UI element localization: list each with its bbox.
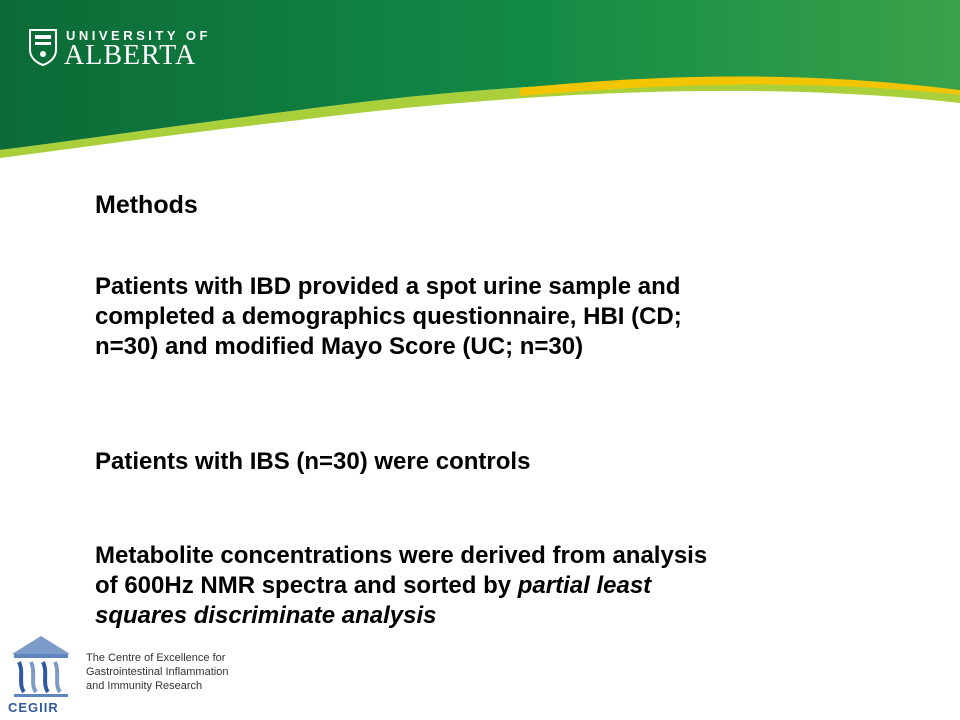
paragraph-italic-text: partial least (517, 572, 652, 599)
paragraph-text: of 600Hz NMR spectra and sorted by (95, 572, 518, 599)
centre-name-line: The Centre of Excellence for (86, 652, 226, 664)
paragraph-metabolite (95, 541, 707, 631)
paragraph-ibd (95, 272, 682, 362)
cegiir-acronym: CEGIIR (8, 700, 59, 715)
paragraph-line: Patients with IBS (n=30) were controls (95, 448, 531, 475)
university-crest-icon (28, 28, 58, 66)
slide-heading: Methods (95, 191, 198, 219)
university-small-label: UNIVERSITY OF (66, 28, 211, 43)
header-banner (0, 0, 960, 170)
cegiir-logo-icon (6, 632, 76, 702)
centre-name-line: and Immunity Research (86, 680, 203, 692)
paragraph-line (95, 571, 707, 601)
paragraph-ibs (95, 447, 530, 477)
centre-name-line: Gastrointestinal Inflammation (86, 666, 229, 678)
paragraph-line: Patients with IBD provided a spot urine sample and (95, 273, 681, 300)
paragraph-line: squares discriminate analysis (95, 602, 437, 629)
university-name: ALBERTA (64, 40, 197, 71)
paragraph-line: n=30) and modified Mayo Score (UC; n=30) (95, 333, 584, 360)
paragraph-line: Metabolite concentrations were derived from analysis (95, 542, 708, 569)
paragraph-line: completed a demographics questionnaire, HBI (CD; (95, 303, 682, 330)
